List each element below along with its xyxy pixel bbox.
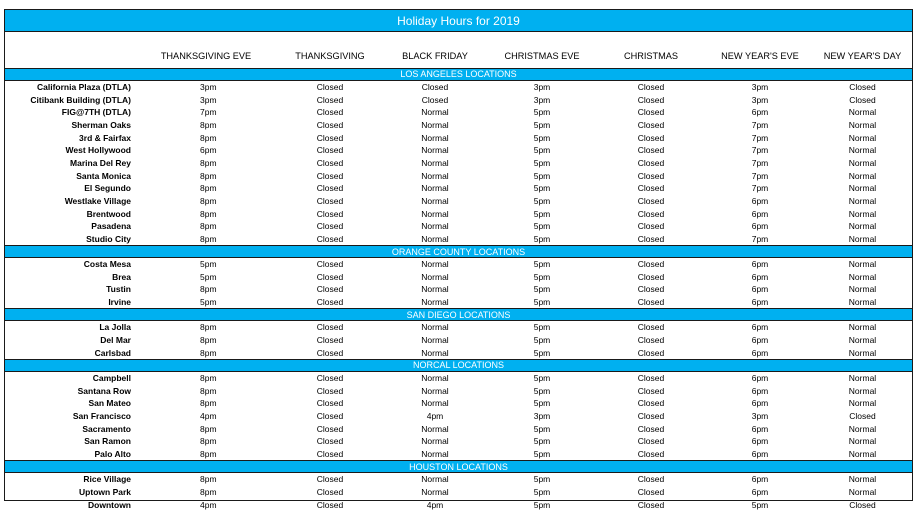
hours-cell: Closed	[637, 335, 665, 346]
table-row	[5, 131, 912, 144]
hours-cell: 5pm	[533, 499, 551, 510]
hours-cell: Normal	[848, 259, 877, 270]
column-header: NEW YEAR'S EVE	[721, 51, 799, 61]
hours-cell: Normal	[421, 423, 449, 434]
hours-cell: 8pm	[200, 335, 217, 346]
hours-cell: 8pm	[200, 436, 217, 447]
hours-cell: Closed	[637, 449, 665, 460]
section-header: ORANGE COUNTY LOCATIONS	[5, 245, 912, 258]
hours-cell: 5pm	[533, 221, 551, 232]
hours-cell: 3pm	[200, 94, 217, 105]
hours-cell: Closed	[316, 385, 344, 396]
hours-cell: 6pm	[200, 145, 217, 156]
hours-cell: 5pm	[533, 208, 551, 219]
table-row	[5, 233, 912, 246]
hours-cell: Normal	[848, 271, 877, 282]
table-row	[5, 195, 912, 208]
location-name: Studio City	[86, 233, 131, 244]
hours-cell: 6pm	[751, 271, 769, 282]
hours-cell: 6pm	[751, 107, 769, 118]
hours-cell: Normal	[848, 385, 877, 396]
column-header: BLACK FRIDAY	[402, 51, 468, 61]
hours-cell: Closed	[637, 373, 665, 384]
table-row	[5, 384, 912, 397]
hours-cell: Normal	[848, 208, 877, 219]
hours-cell: Normal	[848, 335, 877, 346]
hours-cell: Normal	[421, 259, 449, 270]
location-name: San Francisco	[72, 411, 131, 422]
hours-cell: 6pm	[751, 208, 769, 219]
hours-cell: 5pm	[533, 183, 551, 194]
location-name: California Plaza (DTLA)	[37, 81, 131, 92]
hours-cell: Closed	[637, 221, 665, 232]
hours-cell: Normal	[421, 335, 449, 346]
hours-cell: Normal	[848, 145, 877, 156]
hours-cell: Closed	[637, 423, 665, 434]
hours-cell: 8pm	[200, 385, 217, 396]
hours-cell: Closed	[316, 436, 344, 447]
hours-cell: Closed	[316, 170, 344, 181]
hours-cell: Closed	[637, 322, 665, 333]
hours-cell: 5pm	[533, 284, 551, 295]
hours-cell: Closed	[316, 81, 344, 92]
table-row	[5, 296, 912, 309]
hours-cell: 8pm	[200, 486, 217, 497]
hours-cell: Normal	[848, 284, 877, 295]
location-name: Brentwood	[86, 208, 131, 219]
location-name: Marina Del Rey	[70, 157, 131, 168]
hours-cell: Closed	[316, 107, 344, 118]
hours-cell: Closed	[849, 411, 876, 422]
location-name: Campbell	[92, 373, 131, 384]
hours-cell: 5pm	[533, 486, 551, 497]
hours-cell: 5pm	[533, 119, 551, 130]
hours-cell: Normal	[848, 436, 877, 447]
hours-cell: Normal	[421, 145, 449, 156]
hours-cell: 6pm	[751, 322, 769, 333]
location-name: Carlsbad	[94, 347, 131, 358]
hours-cell: Closed	[637, 233, 665, 244]
hours-cell: Closed	[637, 347, 665, 358]
section-header: SAN DIEGO LOCATIONS	[5, 308, 912, 321]
hours-cell: 6pm	[751, 423, 769, 434]
hours-cell: Closed	[637, 132, 665, 143]
hours-cell: 5pm	[533, 271, 551, 282]
hours-cell: Closed	[316, 474, 344, 485]
hours-cell: 3pm	[533, 81, 551, 92]
location-name: Downtown	[88, 499, 131, 510]
hours-cell: Closed	[637, 259, 665, 270]
hours-cell: Normal	[421, 284, 449, 295]
hours-cell: Closed	[316, 233, 344, 244]
hours-cell: 3pm	[751, 411, 769, 422]
hours-cell: Normal	[848, 322, 877, 333]
hours-cell: Closed	[637, 284, 665, 295]
hours-cell: 8pm	[200, 208, 217, 219]
hours-cell: Closed	[637, 183, 665, 194]
hours-cell: 8pm	[200, 347, 217, 358]
location-name: Sherman Oaks	[71, 119, 131, 130]
hours-cell: Normal	[848, 107, 877, 118]
hours-cell: 3pm	[533, 411, 551, 422]
hours-cell: Closed	[637, 94, 665, 105]
hours-cell: Closed	[637, 107, 665, 118]
hours-cell: Normal	[421, 449, 449, 460]
hours-cell: 8pm	[200, 423, 217, 434]
location-name: West Hollywood	[65, 145, 131, 156]
hours-cell: Closed	[637, 208, 665, 219]
hours-cell: 5pm	[533, 195, 551, 206]
sheet-body	[5, 68, 912, 511]
hours-cell: 3pm	[751, 81, 769, 92]
hours-cell: Closed	[316, 157, 344, 168]
location-name: San Ramon	[84, 436, 131, 447]
hours-cell: 4pm	[200, 411, 217, 422]
table-row	[5, 486, 912, 499]
hours-cell: Normal	[421, 436, 449, 447]
location-name: Pasadena	[91, 221, 131, 232]
hours-cell: Closed	[637, 411, 665, 422]
location-name: Westlake Village	[64, 195, 131, 206]
hours-cell: Normal	[421, 183, 449, 194]
hours-cell: 6pm	[751, 347, 769, 358]
section-header: LOS ANGELES LOCATIONS	[5, 68, 912, 81]
hours-cell: 5pm	[533, 132, 551, 143]
hours-cell: Normal	[421, 221, 449, 232]
hours-cell: Closed	[637, 398, 665, 409]
hours-cell: Normal	[848, 195, 877, 206]
hours-cell: Closed	[316, 94, 344, 105]
hours-cell: Closed	[316, 322, 344, 333]
location-name: Palo Alto	[94, 449, 131, 460]
location-name: Sacramento	[82, 423, 131, 434]
hours-cell: Normal	[421, 157, 449, 168]
hours-cell: Closed	[421, 81, 449, 92]
hours-cell: 5pm	[533, 170, 551, 181]
table-row	[5, 81, 912, 94]
hours-cell: Closed	[316, 423, 344, 434]
hours-cell: 5pm	[533, 107, 551, 118]
hours-cell: 8pm	[200, 183, 217, 194]
hours-cell: Normal	[848, 132, 877, 143]
hours-cell: Closed	[316, 259, 344, 270]
table-row	[5, 498, 912, 511]
hours-cell: 7pm	[200, 107, 217, 118]
table-row	[5, 372, 912, 385]
hours-cell: Closed	[316, 297, 344, 308]
hours-cell: Closed	[637, 474, 665, 485]
location-name: Costa Mesa	[83, 259, 131, 270]
hours-cell: Closed	[316, 335, 344, 346]
hours-cell: 5pm	[533, 347, 551, 358]
hours-cell: Closed	[316, 449, 344, 460]
hours-cell: 5pm	[533, 145, 551, 156]
location-name: El Segundo	[84, 183, 131, 194]
hours-cell: Closed	[316, 195, 344, 206]
table-row	[5, 119, 912, 132]
hours-cell: Normal	[421, 373, 449, 384]
hours-cell: Closed	[637, 436, 665, 447]
table-row	[5, 220, 912, 233]
hours-cell: 5pm	[533, 259, 551, 270]
table-row	[5, 473, 912, 486]
hours-cell: 8pm	[200, 132, 217, 143]
hours-cell: 8pm	[200, 322, 217, 333]
hours-cell: Normal	[421, 132, 449, 143]
hours-cell: Normal	[848, 183, 877, 194]
hours-cell: 6pm	[751, 335, 769, 346]
hours-cell: Closed	[849, 81, 876, 92]
hours-cell: Closed	[849, 499, 876, 510]
hours-cell: 5pm	[533, 385, 551, 396]
hours-cell: 6pm	[751, 373, 769, 384]
location-name: Uptown Park	[79, 486, 131, 497]
location-name: Tustin	[106, 284, 131, 295]
table-row	[5, 144, 912, 157]
location-name: Del Mar	[100, 335, 131, 346]
location-name: Irvine	[108, 297, 131, 308]
hours-cell: Normal	[848, 119, 877, 130]
table-row	[5, 93, 912, 106]
hours-cell: Closed	[637, 119, 665, 130]
hours-cell: Normal	[848, 347, 877, 358]
hours-cell: 8pm	[200, 157, 217, 168]
hours-cell: Closed	[316, 183, 344, 194]
hours-cell: Normal	[421, 385, 449, 396]
hours-cell: 8pm	[200, 119, 217, 130]
hours-cell: Normal	[421, 170, 449, 181]
hours-cell: 7pm	[751, 119, 769, 130]
hours-cell: 5pm	[533, 157, 551, 168]
hours-cell: 5pm	[200, 271, 217, 282]
hours-cell: Closed	[316, 271, 344, 282]
hours-cell: 7pm	[751, 170, 769, 181]
hours-cell: Normal	[848, 398, 877, 409]
table-row	[5, 169, 912, 182]
section-header: NORCAL LOCATIONS	[5, 359, 912, 372]
hours-cell: 5pm	[751, 499, 769, 510]
column-header: THANKSGIVING EVE	[160, 51, 252, 61]
hours-cell: 6pm	[751, 221, 769, 232]
hours-cell: Closed	[637, 157, 665, 168]
column-header-row	[5, 32, 912, 68]
hours-cell: 4pm	[426, 499, 444, 510]
hours-cell: Closed	[637, 145, 665, 156]
hours-cell: Normal	[848, 423, 877, 434]
hours-cell: 8pm	[200, 195, 217, 206]
hours-cell: 8pm	[200, 373, 217, 384]
location-name: San Mateo	[88, 398, 131, 409]
location-name: Santana Row	[77, 385, 131, 396]
table-row	[5, 157, 912, 170]
hours-cell: 5pm	[200, 259, 217, 270]
section-header: HOUSTON LOCATIONS	[5, 460, 912, 473]
hours-cell: 8pm	[200, 221, 217, 232]
hours-cell: Closed	[637, 271, 665, 282]
sheet-title: Holiday Hours for 2019	[5, 10, 912, 32]
hours-cell: Normal	[848, 449, 877, 460]
table-row	[5, 422, 912, 435]
hours-cell: Normal	[848, 474, 877, 485]
column-header: CHRISTMAS EVE	[504, 51, 580, 61]
hours-cell: Normal	[421, 474, 449, 485]
hours-cell: 3pm	[200, 81, 217, 92]
table-row	[5, 283, 912, 296]
hours-cell: Closed	[316, 145, 344, 156]
hours-cell: Closed	[637, 297, 665, 308]
hours-cell: 5pm	[533, 474, 551, 485]
hours-cell: 7pm	[751, 157, 769, 168]
hours-cell: Closed	[421, 94, 449, 105]
hours-cell: 5pm	[533, 423, 551, 434]
hours-cell: Closed	[637, 195, 665, 206]
hours-cell: 7pm	[751, 132, 769, 143]
hours-cell: Normal	[421, 233, 449, 244]
hours-cell: 5pm	[533, 233, 551, 244]
hours-cell: Closed	[316, 398, 344, 409]
hours-cell: 6pm	[751, 195, 769, 206]
location-name: FIG@7TH (DTLA)	[61, 107, 131, 118]
hours-cell: 6pm	[751, 486, 769, 497]
hours-cell: Normal	[848, 373, 877, 384]
hours-cell: Closed	[316, 499, 344, 510]
hours-cell: Closed	[316, 347, 344, 358]
hours-cell: 4pm	[200, 499, 217, 510]
hours-cell: 5pm	[533, 322, 551, 333]
hours-cell: 5pm	[533, 373, 551, 384]
hours-cell: 3pm	[751, 94, 769, 105]
hours-cell: 6pm	[751, 436, 769, 447]
location-name: La Jolla	[99, 322, 131, 333]
hours-cell: Closed	[316, 208, 344, 219]
hours-cell: Closed	[637, 170, 665, 181]
hours-cell: 5pm	[533, 297, 551, 308]
hours-cell: Normal	[421, 119, 449, 130]
location-name: Rice Village	[83, 474, 131, 485]
hours-cell: Normal	[848, 297, 877, 308]
hours-cell: Closed	[637, 486, 665, 497]
hours-cell: Normal	[421, 271, 449, 282]
holiday-hours-sheet	[4, 9, 913, 510]
hours-cell: 8pm	[200, 449, 217, 460]
location-name: Brea	[112, 271, 131, 282]
hours-cell: Closed	[316, 486, 344, 497]
hours-cell: 6pm	[751, 474, 769, 485]
hours-cell: Normal	[421, 195, 449, 206]
hours-cell: Normal	[848, 233, 877, 244]
hours-cell: Normal	[848, 170, 877, 181]
table-row	[5, 106, 912, 119]
table-row	[5, 182, 912, 195]
hours-cell: Closed	[637, 81, 665, 92]
location-name: Citibank Building (DTLA)	[30, 94, 131, 105]
hours-cell: 5pm	[533, 398, 551, 409]
hours-cell: 7pm	[751, 145, 769, 156]
hours-cell: Normal	[421, 486, 449, 497]
table-row	[5, 334, 912, 347]
location-name: Santa Monica	[76, 170, 131, 181]
hours-cell: 7pm	[751, 233, 769, 244]
hours-cell: Closed	[316, 132, 344, 143]
hours-cell: Closed	[316, 284, 344, 295]
hours-cell: 5pm	[533, 449, 551, 460]
hours-cell: Closed	[637, 385, 665, 396]
hours-cell: 5pm	[533, 436, 551, 447]
hours-cell: Normal	[848, 221, 877, 232]
hours-cell: Closed	[849, 94, 876, 105]
hours-cell: Closed	[316, 221, 344, 232]
hours-cell: 6pm	[751, 284, 769, 295]
hours-cell: 8pm	[200, 398, 217, 409]
hours-cell: 6pm	[751, 449, 769, 460]
column-header: THANKSGIVING	[295, 51, 365, 61]
hours-cell: 6pm	[751, 297, 769, 308]
table-row	[5, 321, 912, 334]
hours-cell: 5pm	[533, 335, 551, 346]
hours-cell: Normal	[848, 157, 877, 168]
hours-cell: Closed	[637, 499, 665, 510]
hours-cell: 7pm	[751, 183, 769, 194]
hours-cell: 8pm	[200, 284, 217, 295]
hours-cell: 5pm	[200, 297, 217, 308]
column-header: NEW YEAR'S DAY	[823, 51, 902, 61]
hours-cell: 3pm	[533, 94, 551, 105]
hours-cell: Normal	[421, 208, 449, 219]
hours-cell: Closed	[316, 119, 344, 130]
hours-cell: 6pm	[751, 259, 769, 270]
hours-cell: Normal	[421, 297, 449, 308]
table-row	[5, 258, 912, 271]
hours-cell: Normal	[421, 107, 449, 118]
table-row	[5, 207, 912, 220]
hours-cell: 8pm	[200, 170, 217, 181]
table-row	[5, 435, 912, 448]
hours-cell: Closed	[316, 373, 344, 384]
hours-cell: 6pm	[751, 385, 769, 396]
hours-cell: Normal	[421, 322, 449, 333]
hours-cell: 4pm	[426, 411, 444, 422]
table-row	[5, 271, 912, 284]
location-name: 3rd & Fairfax	[79, 132, 131, 143]
hours-cell: 8pm	[200, 233, 217, 244]
hours-cell: Normal	[421, 347, 449, 358]
table-row	[5, 410, 912, 423]
hours-cell: 6pm	[751, 398, 769, 409]
column-header: CHRISTMAS	[623, 51, 679, 61]
hours-cell: 8pm	[200, 474, 217, 485]
table-row	[5, 448, 912, 461]
hours-cell: Closed	[316, 411, 344, 422]
table-row	[5, 346, 912, 359]
table-row	[5, 397, 912, 410]
hours-cell: Normal	[421, 398, 449, 409]
hours-cell: Normal	[848, 486, 877, 497]
